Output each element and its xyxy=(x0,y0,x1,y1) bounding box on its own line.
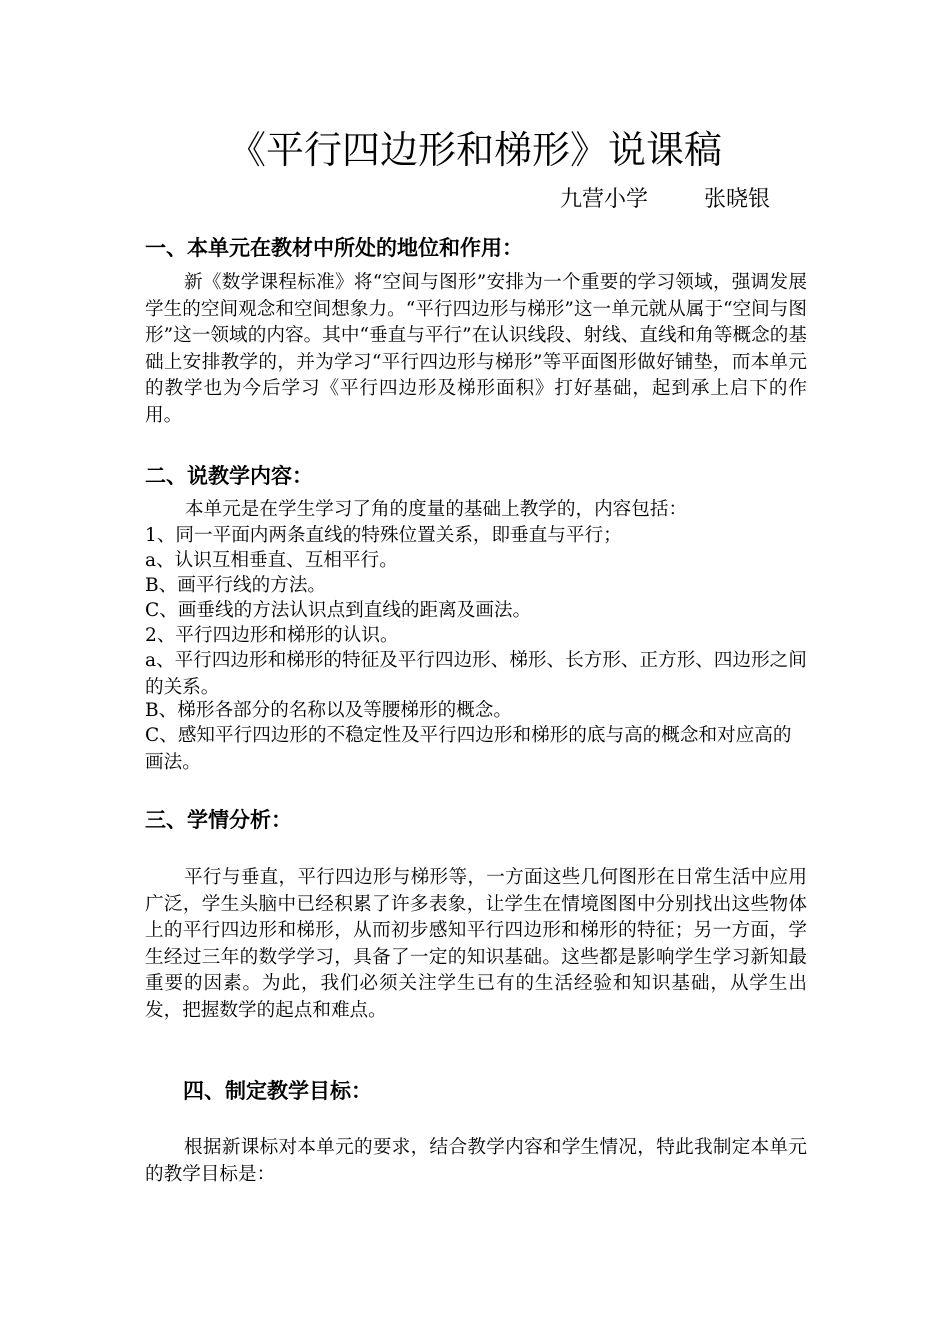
list-item: C、画垂线的方法认识点到直线的距离及画法。 xyxy=(145,600,532,621)
list-item: B、画平行线的方法。 xyxy=(145,575,327,596)
list-item: B、梯形各部分的名称以及等腰梯形的概念。 xyxy=(145,700,512,721)
section-3-paragraph: 平行与垂直，平行四边形与梯形等，一方面这些几何图形在日常生活中应用广泛，学生头脑中已经积累了许多表象，让学生在情境图图中分别找出这些物体上的平行四边形和梯形，从而初步感知平行四边形和梯形的特征；另一方面，学生经过三年的数学学习，具备了一定的知识基础。这些都是影响学生学习新知最重要的因素。为此，我们必须关注学生已有的生活经验和知识基础，从学生出发，把握数学的起点和难点。 xyxy=(145,867,807,1021)
section-2-heading: 二、说教学内容： xyxy=(145,464,313,488)
section-3-heading: 三、学情分析： xyxy=(145,808,292,832)
list-item: 1、同一平面内两条直线的特殊位置关系，即垂直与平行； xyxy=(145,525,622,546)
list-item: 2、平行四边形和梯形的认识。 xyxy=(145,625,399,646)
author-line: 九营小学 张晓银 xyxy=(560,187,770,212)
section-2-intro: 本单元是在学生学习了角的度量的基础上教学的，内容包括： xyxy=(185,499,688,520)
section-4-paragraph: 根据新课标对本单元的要求，结合教学内容和学生情况，特此我制定本单元的教学目标是： xyxy=(145,1137,807,1185)
list-item: a、认识互相垂直、互相平行。 xyxy=(145,550,398,571)
list-item: C、感知平行四边形的不稳定性及平行四边形和梯形的底与高的概念和对应高的画法。 xyxy=(145,725,792,773)
section-1-paragraph: 新《数学课程标准》将“空间与图形”安排为一个重要的学习领域，强调发展学生的空间观念和空间想象力。“平行四边形与梯形”这一单元就从属于“空间与图形”这一领域的内容。其中“垂直与平行”在认识线段、射线、直线和角等概念的基础上安排教学的，并为学习“平行四边形与梯形”等平面图形做好铺垫，而本单元的教学也为今后学习《平行四边形及梯形面积》打好基础，起到承上启下的作用。 xyxy=(145,272,807,426)
list-item: a、平行四边形和梯形的特征及平行四边形、梯形、长方形、正方形、四边形之间的关系。 xyxy=(145,650,807,698)
section-1-heading: 一、本单元在教材中所处的地位和作用： xyxy=(145,236,523,260)
document-title: 《平行四边形和梯形》说课稿 xyxy=(227,128,722,172)
section-4-heading: 四、制定教学目标： xyxy=(183,1079,372,1103)
